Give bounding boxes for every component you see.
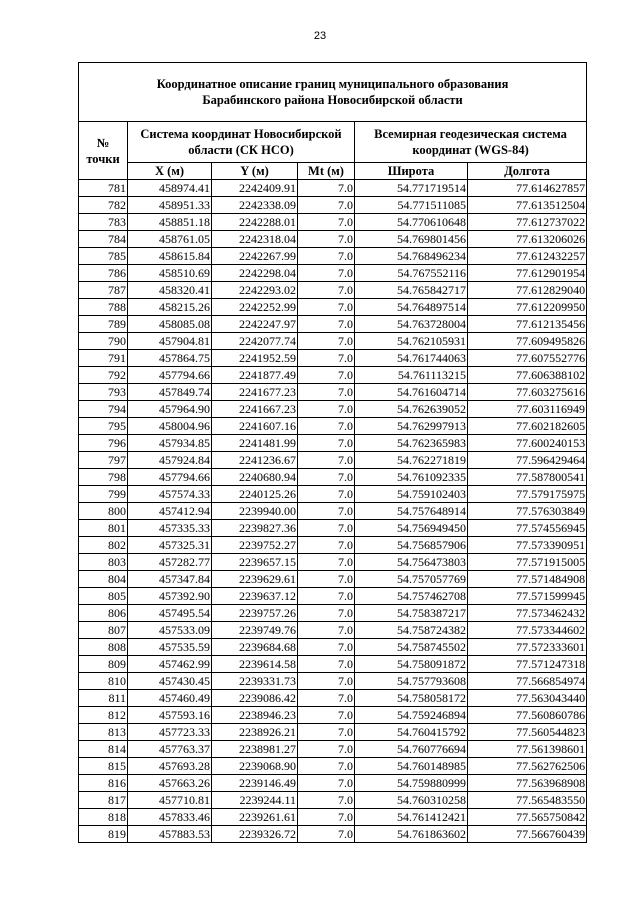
cell-point-number: 801 — [79, 520, 128, 537]
cell-y: 2241877.49 — [212, 367, 298, 384]
cell-mt: 7.0 — [298, 282, 355, 299]
cell-latitude: 54.761412421 — [355, 809, 468, 826]
cell-mt: 7.0 — [298, 248, 355, 265]
table-row — [79, 214, 587, 231]
cell-mt: 7.0 — [298, 809, 355, 826]
cell-x: 457849.74 — [128, 384, 212, 401]
table-row — [79, 401, 587, 418]
cell-y: 2241677.23 — [212, 384, 298, 401]
cell-longitude: 77.613206026 — [468, 231, 587, 248]
cell-x: 458510.69 — [128, 265, 212, 282]
cell-y: 2239086.42 — [212, 690, 298, 707]
cell-longitude: 77.565750842 — [468, 809, 587, 826]
cell-latitude: 54.757057769 — [355, 571, 468, 588]
cell-longitude: 77.565483550 — [468, 792, 587, 809]
cell-latitude: 54.760415792 — [355, 724, 468, 741]
cell-x: 457904.81 — [128, 333, 212, 350]
cell-y: 2242409.91 — [212, 180, 298, 197]
cell-point-number: 781 — [79, 180, 128, 197]
cell-latitude: 54.758058172 — [355, 690, 468, 707]
cell-longitude: 77.571484908 — [468, 571, 587, 588]
cell-x: 457934.85 — [128, 435, 212, 452]
cell-mt: 7.0 — [298, 469, 355, 486]
cell-mt: 7.0 — [298, 690, 355, 707]
cell-y: 2239757.26 — [212, 605, 298, 622]
table-row — [79, 197, 587, 214]
cell-y: 2241607.16 — [212, 418, 298, 435]
table-row — [79, 656, 587, 673]
cell-y: 2239629.61 — [212, 571, 298, 588]
cell-mt: 7.0 — [298, 537, 355, 554]
table-row — [79, 826, 587, 843]
cell-latitude: 54.769801456 — [355, 231, 468, 248]
cell-x: 458215.26 — [128, 299, 212, 316]
table-row — [79, 299, 587, 316]
cell-mt: 7.0 — [298, 639, 355, 656]
cell-y: 2240680.94 — [212, 469, 298, 486]
cell-latitude: 54.760148985 — [355, 758, 468, 775]
cell-longitude: 77.606388102 — [468, 367, 587, 384]
cell-longitude: 77.596429464 — [468, 452, 587, 469]
cell-mt: 7.0 — [298, 265, 355, 282]
cell-x: 457794.66 — [128, 367, 212, 384]
header-longitude: Долгота — [468, 163, 587, 180]
table-row — [79, 792, 587, 809]
cell-latitude: 54.760310258 — [355, 792, 468, 809]
table-title-line-2: Барабинского района Новосибирской области — [202, 93, 463, 107]
cell-latitude: 54.758745502 — [355, 639, 468, 656]
cell-y: 2239637.12 — [212, 588, 298, 605]
table-row — [79, 435, 587, 452]
cell-point-number: 791 — [79, 350, 128, 367]
cell-x: 457693.28 — [128, 758, 212, 775]
table-row — [79, 775, 587, 792]
table-row — [79, 503, 587, 520]
cell-longitude: 77.573462432 — [468, 605, 587, 622]
table-row — [79, 707, 587, 724]
cell-longitude: 77.612432257 — [468, 248, 587, 265]
cell-longitude: 77.571247318 — [468, 656, 587, 673]
cell-x: 458851.18 — [128, 214, 212, 231]
cell-longitude: 77.571915005 — [468, 554, 587, 571]
cell-mt: 7.0 — [298, 350, 355, 367]
header-latitude: Широта — [355, 163, 468, 180]
cell-x: 457883.53 — [128, 826, 212, 843]
cell-latitude: 54.761744063 — [355, 350, 468, 367]
cell-latitude: 54.758724382 — [355, 622, 468, 639]
cell-latitude: 54.760776694 — [355, 741, 468, 758]
cell-point-number: 811 — [79, 690, 128, 707]
cell-y: 2239940.00 — [212, 503, 298, 520]
cell-point-number: 799 — [79, 486, 128, 503]
cell-y: 2239657.15 — [212, 554, 298, 571]
cell-point-number: 807 — [79, 622, 128, 639]
cell-longitude: 77.573390951 — [468, 537, 587, 554]
cell-mt: 7.0 — [298, 418, 355, 435]
table-row — [79, 724, 587, 741]
cell-y: 2239244.11 — [212, 792, 298, 809]
cell-mt: 7.0 — [298, 435, 355, 452]
cell-point-number: 808 — [79, 639, 128, 656]
cell-mt: 7.0 — [298, 571, 355, 588]
cell-latitude: 54.768496234 — [355, 248, 468, 265]
cell-point-number: 803 — [79, 554, 128, 571]
cell-x: 457710.81 — [128, 792, 212, 809]
cell-mt: 7.0 — [298, 503, 355, 520]
table-row — [79, 605, 587, 622]
cell-y: 2242318.04 — [212, 231, 298, 248]
cell-point-number: 814 — [79, 741, 128, 758]
cell-mt: 7.0 — [298, 333, 355, 350]
cell-mt: 7.0 — [298, 486, 355, 503]
cell-latitude: 54.763728004 — [355, 316, 468, 333]
cell-longitude: 77.607552776 — [468, 350, 587, 367]
header-mt: Mt (м) — [298, 163, 355, 180]
table-row — [79, 367, 587, 384]
cell-longitude: 77.574556945 — [468, 520, 587, 537]
cell-longitude: 77.566760439 — [468, 826, 587, 843]
table-row — [79, 265, 587, 282]
cell-longitude: 77.602182605 — [468, 418, 587, 435]
cell-x: 457794.66 — [128, 469, 212, 486]
cell-x: 457763.37 — [128, 741, 212, 758]
cell-point-number: 810 — [79, 673, 128, 690]
cell-mt: 7.0 — [298, 197, 355, 214]
cell-longitude: 77.612829040 — [468, 282, 587, 299]
cell-latitude: 54.757648914 — [355, 503, 468, 520]
cell-point-number: 798 — [79, 469, 128, 486]
cell-x: 457663.26 — [128, 775, 212, 792]
cell-x: 458615.84 — [128, 248, 212, 265]
cell-x: 457593.16 — [128, 707, 212, 724]
cell-y: 2238981.27 — [212, 741, 298, 758]
cell-longitude: 77.587800541 — [468, 469, 587, 486]
cell-longitude: 77.572333601 — [468, 639, 587, 656]
table-row — [79, 180, 587, 197]
cell-latitude: 54.770610648 — [355, 214, 468, 231]
cell-longitude: 77.561398601 — [468, 741, 587, 758]
table-row — [79, 248, 587, 265]
table-row — [79, 333, 587, 350]
cell-point-number: 793 — [79, 384, 128, 401]
header-wgs-system: Всемирная геодезическая система координат (WGS-84) — [355, 122, 587, 163]
cell-point-number: 815 — [79, 758, 128, 775]
cell-y: 2239146.49 — [212, 775, 298, 792]
header-y: Y (м) — [212, 163, 298, 180]
cell-longitude: 77.560860786 — [468, 707, 587, 724]
cell-y: 2242252.99 — [212, 299, 298, 316]
cell-point-number: 787 — [79, 282, 128, 299]
table-row — [79, 571, 587, 588]
table-row — [79, 282, 587, 299]
cell-y: 2242293.02 — [212, 282, 298, 299]
cell-y: 2242288.01 — [212, 214, 298, 231]
cell-point-number: 794 — [79, 401, 128, 418]
cell-y: 2239331.73 — [212, 673, 298, 690]
table-title — [79, 63, 587, 122]
cell-latitude: 54.762997913 — [355, 418, 468, 435]
cell-y: 2240125.26 — [212, 486, 298, 503]
table-body — [79, 180, 587, 843]
cell-x: 457964.90 — [128, 401, 212, 418]
cell-longitude: 77.603275616 — [468, 384, 587, 401]
table-row — [79, 469, 587, 486]
table-row — [79, 537, 587, 554]
table-row — [79, 486, 587, 503]
table-row — [79, 758, 587, 775]
cell-y: 2241667.23 — [212, 401, 298, 418]
cell-y: 2238946.23 — [212, 707, 298, 724]
cell-x: 457723.33 — [128, 724, 212, 741]
cell-x: 457430.45 — [128, 673, 212, 690]
cell-y: 2239684.68 — [212, 639, 298, 656]
cell-x: 458320.41 — [128, 282, 212, 299]
cell-y: 2239261.61 — [212, 809, 298, 826]
cell-mt: 7.0 — [298, 605, 355, 622]
cell-longitude: 77.612135456 — [468, 316, 587, 333]
header-x: X (м) — [128, 163, 212, 180]
cell-point-number: 805 — [79, 588, 128, 605]
cell-point-number: 813 — [79, 724, 128, 741]
cell-x: 457535.59 — [128, 639, 212, 656]
cell-point-number: 806 — [79, 605, 128, 622]
table-row — [79, 639, 587, 656]
table-row — [79, 809, 587, 826]
cell-latitude: 54.759880999 — [355, 775, 468, 792]
cell-latitude: 54.762105931 — [355, 333, 468, 350]
cell-longitude: 77.600240153 — [468, 435, 587, 452]
cell-y: 2239614.58 — [212, 656, 298, 673]
cell-longitude: 77.566854974 — [468, 673, 587, 690]
cell-x: 457833.46 — [128, 809, 212, 826]
table-row — [79, 452, 587, 469]
cell-x: 457574.33 — [128, 486, 212, 503]
cell-latitude: 54.765842717 — [355, 282, 468, 299]
cell-longitude: 77.571599945 — [468, 588, 587, 605]
cell-point-number: 782 — [79, 197, 128, 214]
cell-point-number: 796 — [79, 435, 128, 452]
cell-point-number: 786 — [79, 265, 128, 282]
cell-latitude: 54.761113215 — [355, 367, 468, 384]
cell-mt: 7.0 — [298, 707, 355, 724]
cell-latitude: 54.761092335 — [355, 469, 468, 486]
cell-mt: 7.0 — [298, 622, 355, 639]
table-row — [79, 554, 587, 571]
cell-latitude: 54.761863602 — [355, 826, 468, 843]
cell-longitude: 77.563968908 — [468, 775, 587, 792]
cell-mt: 7.0 — [298, 588, 355, 605]
cell-y: 2242077.74 — [212, 333, 298, 350]
cell-point-number: 795 — [79, 418, 128, 435]
cell-mt: 7.0 — [298, 231, 355, 248]
cell-longitude: 77.560544823 — [468, 724, 587, 741]
cell-x: 458974.41 — [128, 180, 212, 197]
cell-point-number: 790 — [79, 333, 128, 350]
cell-longitude: 77.579175975 — [468, 486, 587, 503]
page-number: 23 — [313, 30, 327, 42]
cell-x: 458761.05 — [128, 231, 212, 248]
cell-point-number: 804 — [79, 571, 128, 588]
cell-y: 2239752.27 — [212, 537, 298, 554]
table-row — [79, 520, 587, 537]
cell-y: 2241952.59 — [212, 350, 298, 367]
cell-y: 2242247.97 — [212, 316, 298, 333]
cell-latitude: 54.758091872 — [355, 656, 468, 673]
cell-latitude: 54.762365983 — [355, 435, 468, 452]
cell-mt: 7.0 — [298, 826, 355, 843]
cell-x: 457924.84 — [128, 452, 212, 469]
cell-point-number: 788 — [79, 299, 128, 316]
cell-point-number: 802 — [79, 537, 128, 554]
cell-x: 457460.49 — [128, 690, 212, 707]
cell-longitude: 77.613512504 — [468, 197, 587, 214]
cell-mt: 7.0 — [298, 554, 355, 571]
table-row — [79, 622, 587, 639]
cell-longitude: 77.614627857 — [468, 180, 587, 197]
cell-mt: 7.0 — [298, 316, 355, 333]
cell-x: 457347.84 — [128, 571, 212, 588]
cell-latitude: 54.756473803 — [355, 554, 468, 571]
cell-latitude: 54.759246894 — [355, 707, 468, 724]
cell-longitude: 77.609495826 — [468, 333, 587, 350]
cell-point-number: 818 — [79, 809, 128, 826]
table-row — [79, 690, 587, 707]
cell-mt: 7.0 — [298, 299, 355, 316]
cell-mt: 7.0 — [298, 214, 355, 231]
cell-point-number: 783 — [79, 214, 128, 231]
table-title-line-1: Координатное описание границ муниципального образования — [156, 77, 509, 91]
table-row — [79, 350, 587, 367]
cell-latitude: 54.756949450 — [355, 520, 468, 537]
cell-latitude: 54.757793608 — [355, 673, 468, 690]
cell-y: 2239326.72 — [212, 826, 298, 843]
cell-longitude: 77.562762506 — [468, 758, 587, 775]
cell-mt: 7.0 — [298, 792, 355, 809]
cell-longitude: 77.612737022 — [468, 214, 587, 231]
cell-latitude: 54.761604714 — [355, 384, 468, 401]
cell-latitude: 54.757462708 — [355, 588, 468, 605]
cell-longitude: 77.563043440 — [468, 690, 587, 707]
cell-point-number: 792 — [79, 367, 128, 384]
cell-longitude: 77.576303849 — [468, 503, 587, 520]
cell-longitude: 77.573344602 — [468, 622, 587, 639]
cell-point-number: 816 — [79, 775, 128, 792]
cell-x: 457392.90 — [128, 588, 212, 605]
cell-y: 2239068.90 — [212, 758, 298, 775]
cell-latitude: 54.758387217 — [355, 605, 468, 622]
cell-point-number: 817 — [79, 792, 128, 809]
coordinates-table — [78, 62, 587, 843]
cell-mt: 7.0 — [298, 452, 355, 469]
cell-y: 2239749.76 — [212, 622, 298, 639]
cell-x: 457282.77 — [128, 554, 212, 571]
table-row — [79, 231, 587, 248]
table-row — [79, 418, 587, 435]
cell-mt: 7.0 — [298, 401, 355, 418]
cell-mt: 7.0 — [298, 656, 355, 673]
cell-point-number: 819 — [79, 826, 128, 843]
cell-latitude: 54.767552116 — [355, 265, 468, 282]
cell-latitude: 54.764897514 — [355, 299, 468, 316]
cell-mt: 7.0 — [298, 724, 355, 741]
cell-point-number: 812 — [79, 707, 128, 724]
cell-mt: 7.0 — [298, 520, 355, 537]
cell-x: 457533.09 — [128, 622, 212, 639]
cell-y: 2242338.09 — [212, 197, 298, 214]
cell-x: 457325.31 — [128, 537, 212, 554]
cell-mt: 7.0 — [298, 367, 355, 384]
cell-point-number: 785 — [79, 248, 128, 265]
cell-latitude: 54.762639052 — [355, 401, 468, 418]
header-nso-system: Система координат Новосибирской области (СК НСО) — [128, 122, 355, 163]
table-row — [79, 384, 587, 401]
cell-latitude: 54.756857906 — [355, 537, 468, 554]
cell-longitude: 77.612901954 — [468, 265, 587, 282]
cell-longitude: 77.603116949 — [468, 401, 587, 418]
cell-y: 2242298.04 — [212, 265, 298, 282]
header-point-number: № точки — [79, 122, 128, 180]
cell-x: 457412.94 — [128, 503, 212, 520]
cell-mt: 7.0 — [298, 180, 355, 197]
cell-mt: 7.0 — [298, 384, 355, 401]
cell-y: 2239827.36 — [212, 520, 298, 537]
cell-x: 457864.75 — [128, 350, 212, 367]
cell-y: 2241236.67 — [212, 452, 298, 469]
cell-longitude: 77.612209950 — [468, 299, 587, 316]
cell-latitude: 54.771719514 — [355, 180, 468, 197]
cell-latitude: 54.771511085 — [355, 197, 468, 214]
cell-point-number: 797 — [79, 452, 128, 469]
cell-x: 458004.96 — [128, 418, 212, 435]
cell-latitude: 54.762271819 — [355, 452, 468, 469]
cell-x: 457335.33 — [128, 520, 212, 537]
cell-mt: 7.0 — [298, 741, 355, 758]
cell-point-number: 809 — [79, 656, 128, 673]
cell-mt: 7.0 — [298, 673, 355, 690]
cell-mt: 7.0 — [298, 775, 355, 792]
cell-y: 2241481.99 — [212, 435, 298, 452]
cell-x: 457495.54 — [128, 605, 212, 622]
cell-point-number: 784 — [79, 231, 128, 248]
table-row — [79, 741, 587, 758]
cell-latitude: 54.759102403 — [355, 486, 468, 503]
table-row — [79, 316, 587, 333]
cell-x: 457462.99 — [128, 656, 212, 673]
cell-point-number: 789 — [79, 316, 128, 333]
table-row — [79, 673, 587, 690]
cell-x: 458085.08 — [128, 316, 212, 333]
cell-x: 458951.33 — [128, 197, 212, 214]
cell-y: 2238926.21 — [212, 724, 298, 741]
cell-point-number: 800 — [79, 503, 128, 520]
cell-y: 2242267.99 — [212, 248, 298, 265]
cell-mt: 7.0 — [298, 758, 355, 775]
table-row — [79, 588, 587, 605]
